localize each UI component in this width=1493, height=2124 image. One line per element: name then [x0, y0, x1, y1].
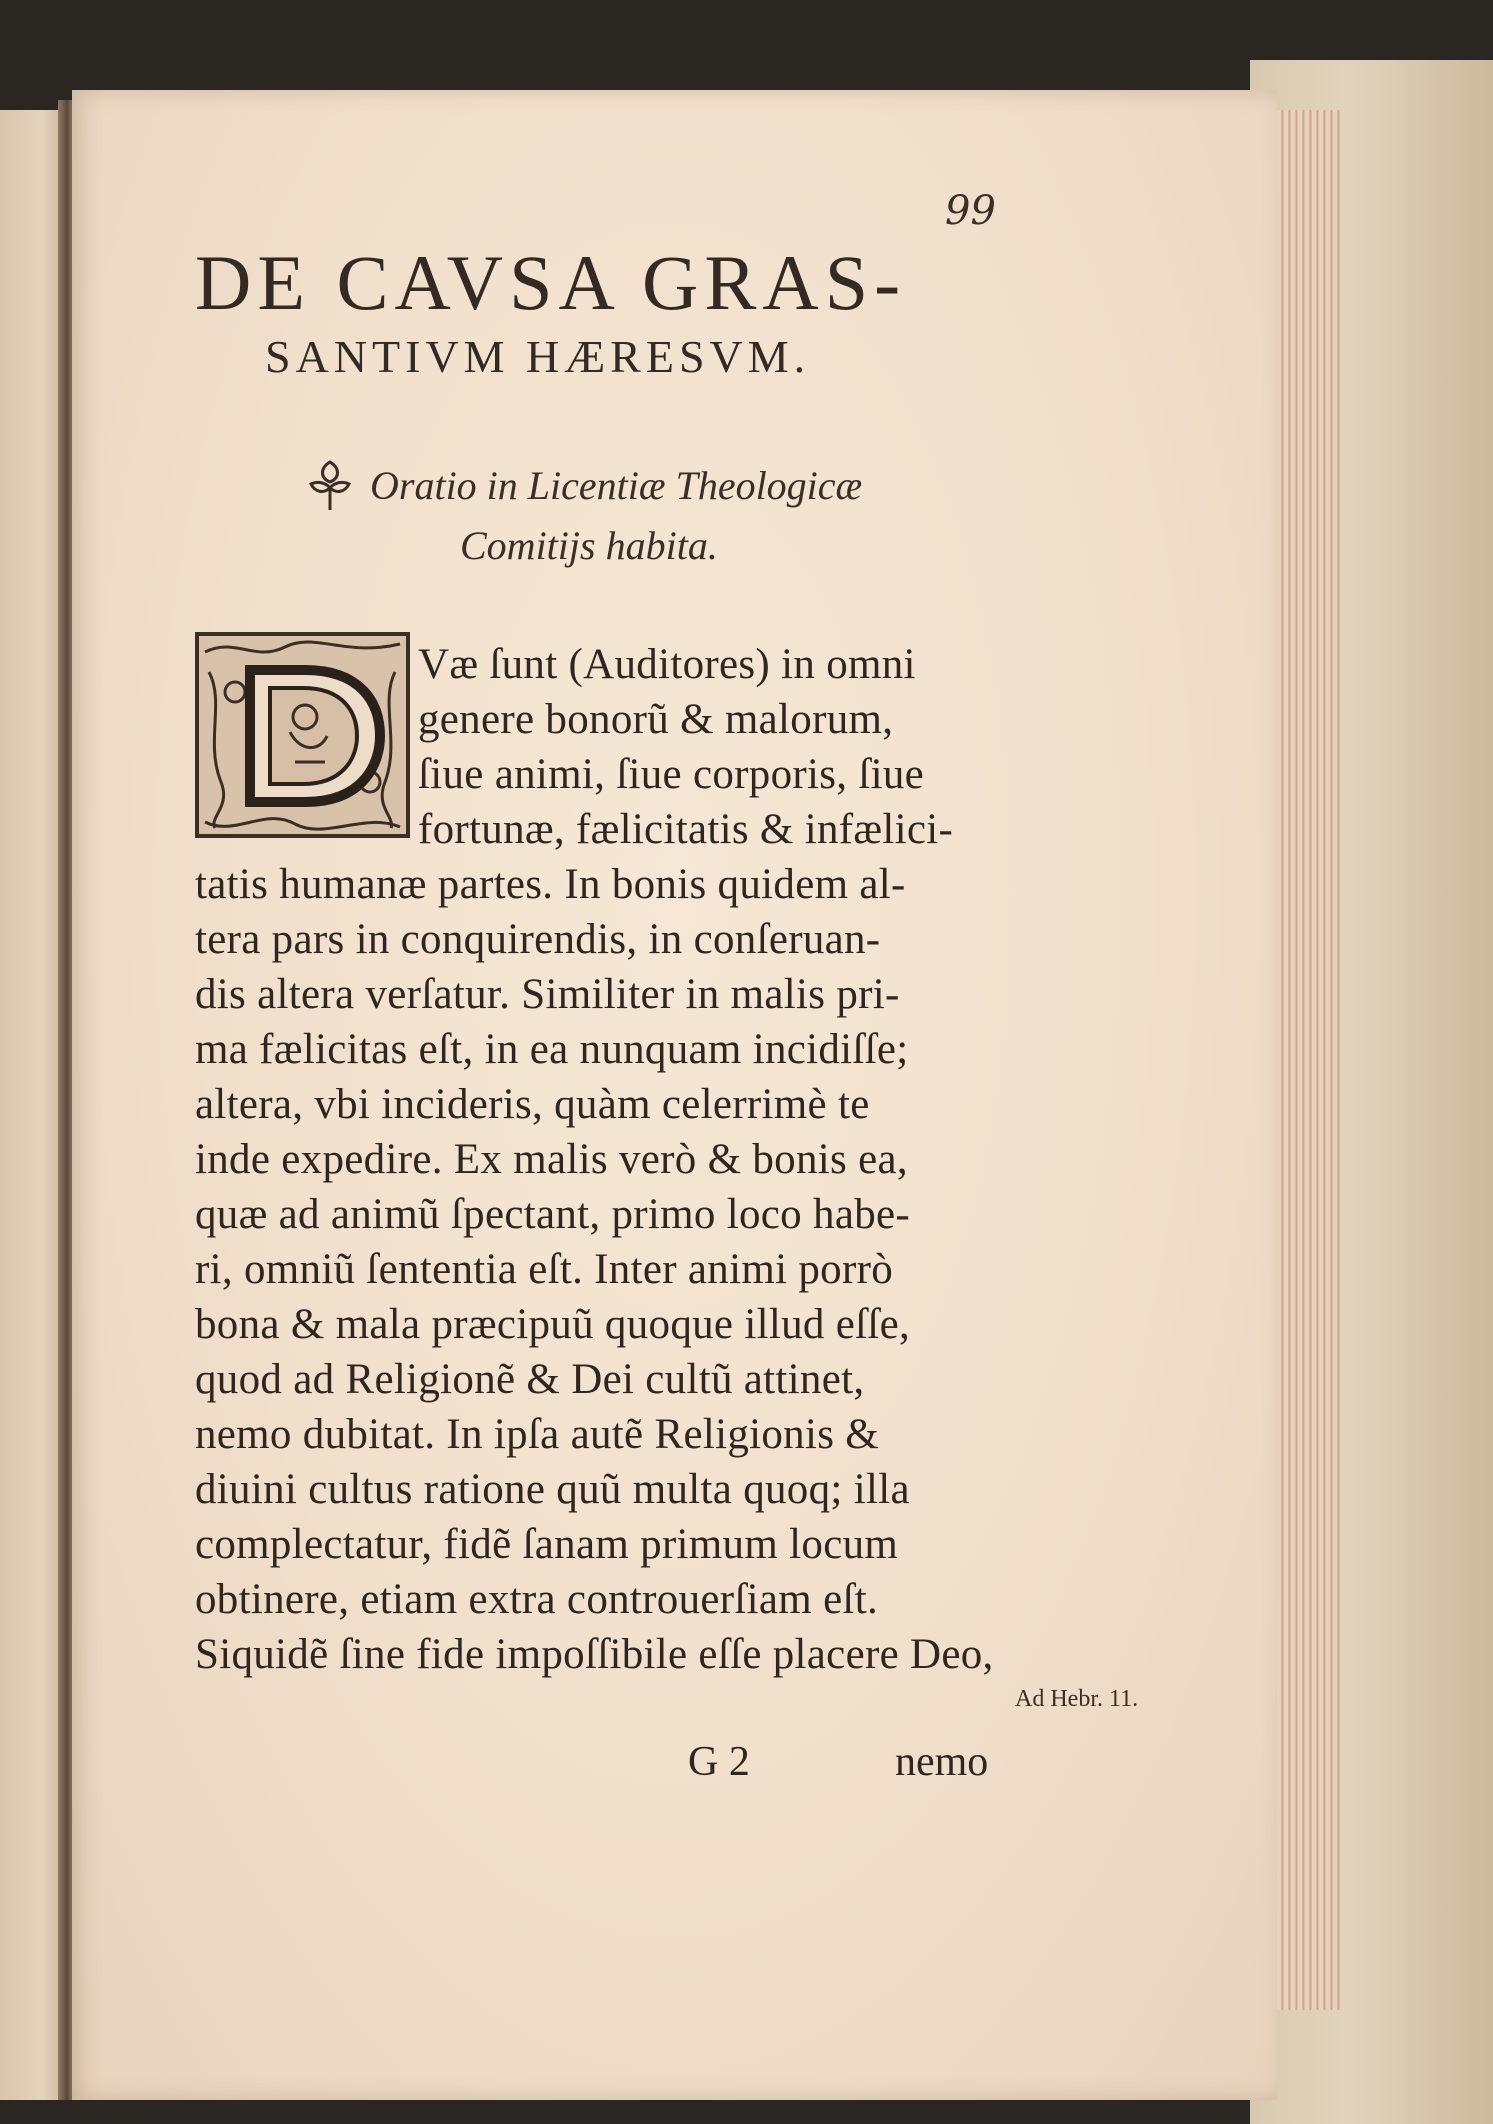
body-line-3: ſiue animi, ſiue corporis, ſiue	[418, 751, 925, 798]
body-line-8: ma fælicitas eſt, in ea nunquam incidiſſe;	[195, 1026, 909, 1073]
body-line-5: tatis humanæ partes. In bonis quidem al-	[195, 861, 906, 908]
body-line-11: quæ ad animũ ſpectant, primo loco habe-	[195, 1191, 911, 1238]
decorated-initial-icon	[195, 632, 410, 838]
body-line-18: obtinere, etiam extra controuerſiam eſt.	[195, 1576, 878, 1623]
page-title-line-2: SANTIVM HÆRESVM.	[265, 331, 811, 382]
page-edges	[1270, 110, 1340, 2010]
body-line-19: Siquidẽ ſine fide impoſſibile eſſe placere Deo,	[195, 1631, 994, 1678]
body-line-17: complectatur, fidẽ ſanam primum locum	[195, 1521, 899, 1568]
subtitle-line-2: Comitijs habita.	[460, 523, 718, 568]
body-line-10: inde expedire. Ex malis verò & bonis ea,	[195, 1136, 908, 1183]
body-line-15: nemo dubitat. In ipſa autẽ Religionis &	[195, 1411, 880, 1458]
body-line-13: bona & mala præcipuũ quoque illud eſſe,	[195, 1301, 911, 1348]
page-title-line-1: DE CAVSA GRAS-	[195, 239, 907, 326]
body-line-1: Væ ſunt (Auditores) in omni	[418, 641, 916, 688]
body-line-2: genere bonorũ & malorum,	[418, 696, 894, 743]
body-line-14: quod ad Religionẽ & Dei cultũ attinet,	[195, 1356, 865, 1403]
subtitle-line-1: Oratio in Licentiæ Theologicæ	[370, 463, 863, 508]
body-line-4: fortunæ, fælicitatis & infælici-	[418, 806, 954, 853]
margin-note: Ad Hebr. 11.	[1015, 1686, 1139, 1712]
catchword: nemo	[895, 1739, 989, 1785]
signature-mark: G 2	[688, 1739, 750, 1785]
fleuron-ornament-icon	[305, 458, 355, 514]
body-line-6: tera pars in conquirendis, in conſeruan-	[195, 916, 881, 963]
body-line-9: altera, vbi incideris, quàm celerrimè te	[195, 1081, 870, 1128]
body-line-7: dis altera verſatur. Similiter in malis pri-	[195, 971, 900, 1018]
page-number: 99	[945, 188, 996, 234]
body-line-16: diuini cultus ratione quũ multa quoq; illa	[195, 1466, 910, 1513]
body-line-12: ri, omniũ ſententia eſt. Inter animi porrò	[195, 1246, 894, 1293]
